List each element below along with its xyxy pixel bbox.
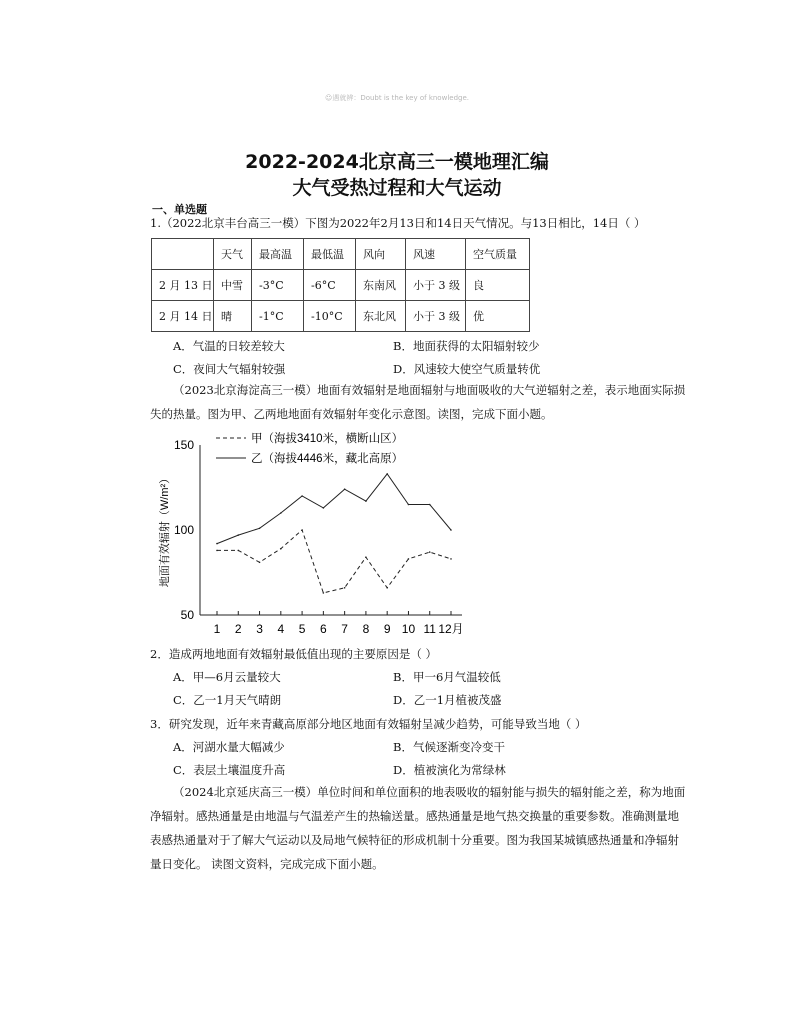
- q4-intro: [150, 780, 730, 876]
- q4-intro-line1: （2024北京延庆高三一模）单位时间和单位面积的地表吸收的辐射能与损失的辐射能之差，称为地面: [173, 785, 686, 799]
- x-tick-label: 7: [341, 622, 348, 636]
- legend-label-2: 乙（海拔4446米，藏北高原）: [251, 453, 404, 465]
- y-tick-label: 50: [180, 608, 194, 622]
- y-tick-label: 100: [173, 523, 194, 537]
- x-tick-label: 10: [401, 622, 416, 636]
- doc-subtitle: 大气受热过程和大气运动: [292, 177, 502, 199]
- data-point: [429, 504, 431, 506]
- data-point: [323, 592, 325, 594]
- q2-option-b: B．甲一6月气温较低: [393, 670, 501, 684]
- effective-radiation-chart: [150, 430, 480, 640]
- q1-stem: 1.（2022北京丰台高三一模）下图为2022年2月13日和14日天气情况。与13日相比，14日（ ）: [150, 216, 646, 230]
- table-cell: 良: [466, 270, 530, 301]
- data-point: [323, 507, 325, 509]
- q2-option-c: C．乙一1月天气晴朗: [173, 693, 282, 707]
- x-tick-label: 2: [234, 622, 242, 636]
- table-cell: 中雪: [214, 270, 252, 301]
- x-tick-label: 9: [383, 622, 391, 636]
- data-point: [344, 587, 346, 589]
- table-cell: [152, 239, 214, 270]
- data-point: [365, 556, 367, 558]
- series-line-1: [217, 530, 451, 593]
- q2-intro: [150, 378, 730, 426]
- q1-option-d: D．风速较大使空气质量转优: [393, 362, 541, 376]
- table-cell: 风向: [356, 239, 406, 270]
- table-cell: 优: [466, 301, 530, 332]
- data-point: [408, 504, 410, 506]
- chart-axes: [157, 438, 464, 636]
- x-tick-label: 5: [298, 622, 306, 636]
- section-heading: 一、单选题: [152, 203, 207, 216]
- data-point: [237, 534, 239, 536]
- data-point: [450, 529, 452, 531]
- table-cell: 风速: [406, 239, 466, 270]
- x-tick-label: 3: [256, 622, 263, 636]
- table-cell: -10°C: [304, 301, 356, 332]
- x-tick-label: 1: [213, 622, 221, 636]
- series-line-2: [217, 474, 451, 544]
- table-cell: 最高温: [252, 239, 304, 270]
- q3-option-c: C．表层土壤温度升高: [173, 763, 286, 777]
- chart-series: [216, 473, 452, 594]
- q2-option-d: D．乙一1月植被茂盛: [393, 693, 502, 707]
- table-cell: 2 月 14 日: [152, 301, 214, 332]
- q4-intro-line4: 量日变化。 读图文资料，完成完成下面小题。: [150, 857, 384, 871]
- q4-intro-line2: 净辐射。感热通量是由地温与气温差产生的热输送量。感热通量是地气热交换量的重要参数。准确测量地: [150, 809, 679, 823]
- table-cell: -1°C: [252, 301, 304, 332]
- data-point: [237, 550, 239, 552]
- q2-intro-line2: 失的热量。图为甲、乙两地地面有效辐射年变化示意图。读图，完成下面小题。: [150, 407, 553, 421]
- data-point: [450, 558, 452, 560]
- data-point: [216, 550, 218, 552]
- x-tick-label: 12月: [438, 622, 464, 636]
- table-cell: -6°C: [304, 270, 356, 301]
- x-tick-label: 6: [320, 622, 327, 636]
- weather-table: [151, 238, 530, 332]
- q3-option-a: A．河湖水量大幅减少: [173, 740, 285, 754]
- table-row: [152, 301, 530, 332]
- data-point: [365, 500, 367, 502]
- table-cell: 东北风: [356, 301, 406, 332]
- x-tick-label: 4: [277, 622, 285, 636]
- data-point: [216, 543, 218, 545]
- q2-stem: 2．造成两地地面有效辐射最低值出现的主要原因是（ ）: [150, 647, 437, 661]
- q4-intro-line3: 表感热通量对于了解大气运动以及局地气候特征的形成机制十分重要。图为我国某城镇感热通量和净辐射: [150, 833, 679, 847]
- data-point: [386, 587, 388, 589]
- data-point: [280, 548, 282, 550]
- x-tick-label: 11: [423, 622, 436, 636]
- q3-stem: 3．研究发现，近年来青藏高原部分地区地面有效辐射呈减少趋势，可能导致当地（ ）: [150, 717, 587, 731]
- q1-option-c: C．夜间大气辐射较强: [173, 362, 286, 376]
- table-cell: -3°C: [252, 270, 304, 301]
- table-cell: 东南风: [356, 270, 406, 301]
- q2-option-a: A．甲—6月云量较大: [173, 670, 281, 684]
- y-tick-label: 150: [173, 438, 194, 452]
- legend-label-1: 甲（海拔3410米，横断山区）: [251, 433, 404, 445]
- y-axis-label: 地面有效辐射（W/m²）: [159, 472, 171, 588]
- table-cell: 晴: [214, 301, 252, 332]
- q2-intro-line1: （2023北京海淀高三一模）地面有效辐射是地面辐射与地面吸收的大气逆辐射之差，表示地面实际损: [173, 383, 686, 397]
- table-row: [152, 270, 530, 301]
- data-point: [301, 495, 303, 497]
- table-cell: 小于 3 级: [406, 270, 466, 301]
- table-cell: 最低温: [304, 239, 356, 270]
- q1-option-a: A．气温的日较差较大: [173, 339, 285, 353]
- table-cell: 空气质量: [466, 239, 530, 270]
- table-cell: 天气: [214, 239, 252, 270]
- data-point: [386, 473, 388, 475]
- data-point: [259, 562, 261, 564]
- watermark: ☺遇就辨：Doubt is the key of knowledge.: [325, 94, 469, 102]
- doc-title: 2022-2024北京高三一模地理汇编: [245, 151, 549, 173]
- table-cell: 小于 3 级: [406, 301, 466, 332]
- data-point: [280, 512, 282, 514]
- q3-option-d: D．植被演化为常绿林: [393, 763, 506, 777]
- data-point: [429, 551, 431, 553]
- q3-option-b: B．气候逐渐变冷变干: [393, 740, 505, 754]
- x-tick-label: 8: [362, 622, 370, 636]
- q1-option-b: B．地面获得的太阳辐射较少: [393, 339, 540, 353]
- data-point: [301, 529, 303, 531]
- table-cell: 2 月 13 日: [152, 270, 214, 301]
- data-point: [344, 488, 346, 490]
- chart-legend: [216, 431, 403, 465]
- data-point: [408, 558, 410, 560]
- data-point: [259, 528, 261, 530]
- table-header-row: [152, 239, 530, 270]
